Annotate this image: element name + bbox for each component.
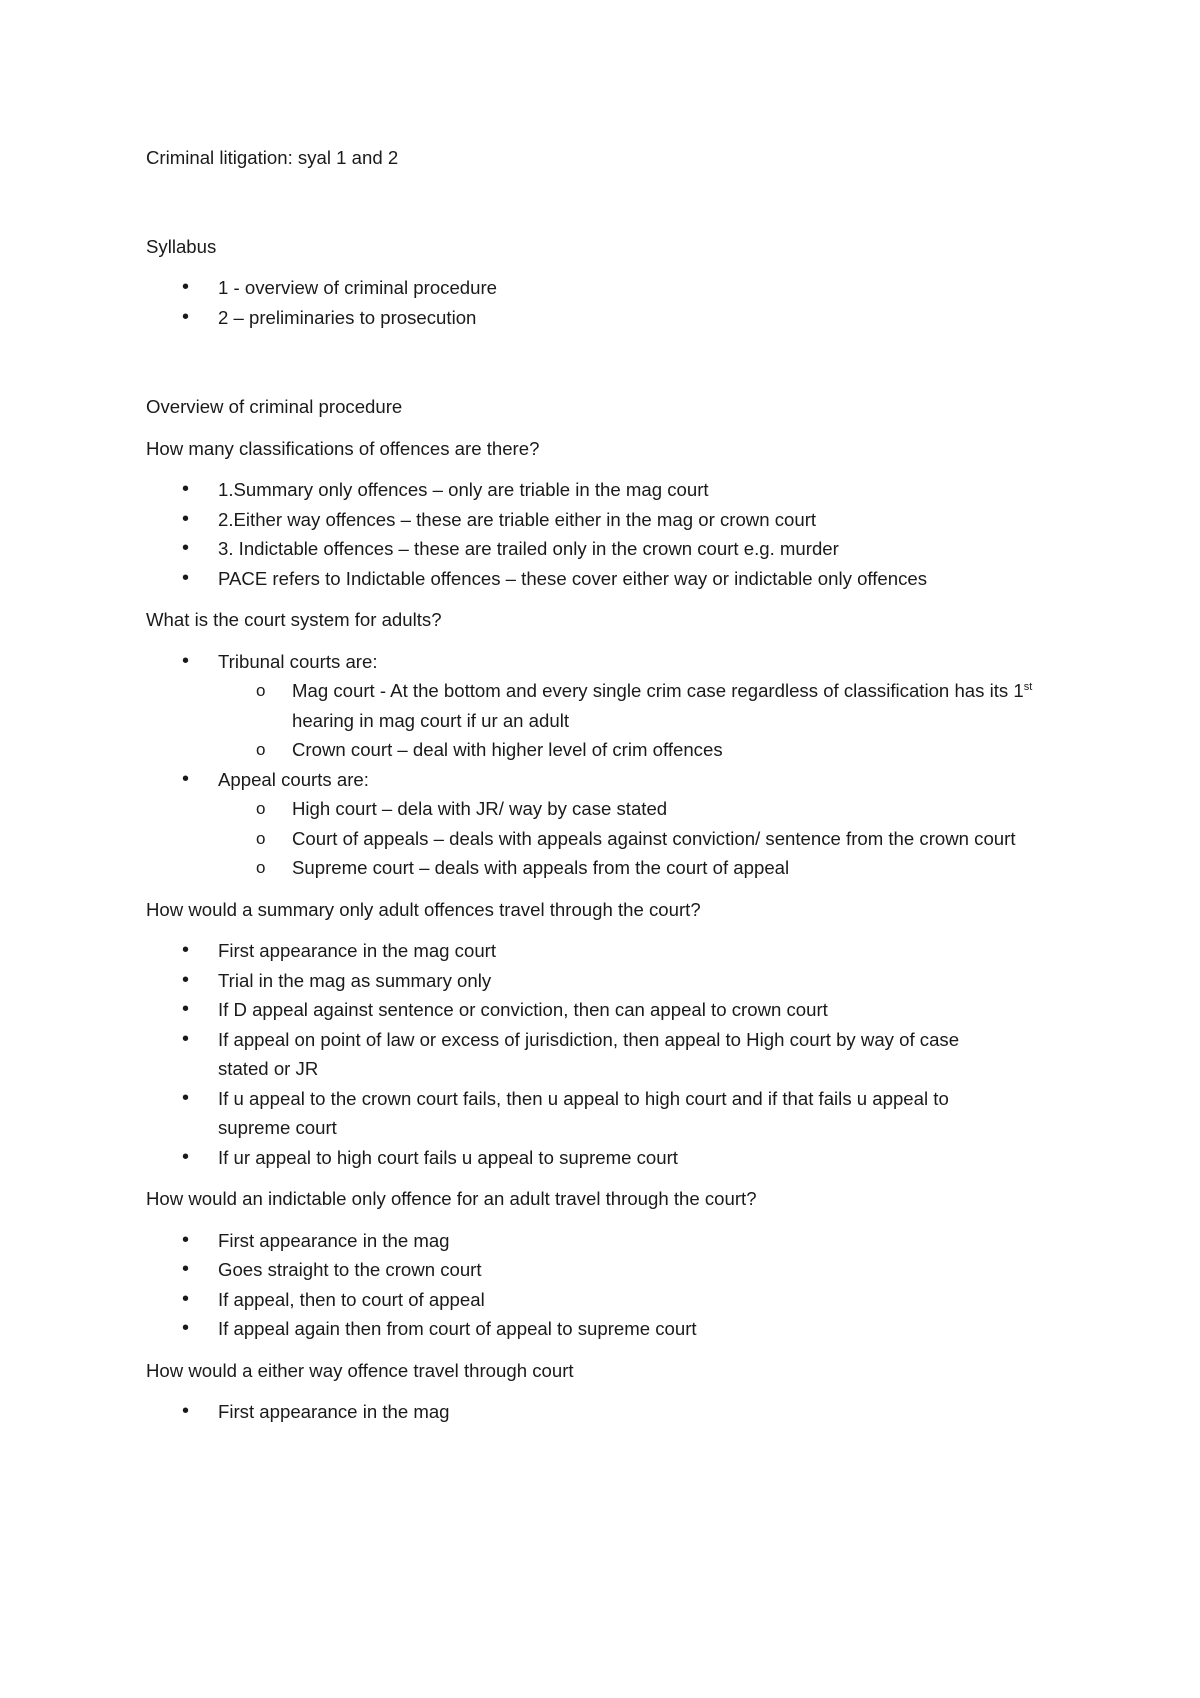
appeal-sublist: [146, 794, 1076, 883]
list-item: • If appeal, then to court of appeal: [146, 1285, 1076, 1315]
sub-list-item: o High court – dela with JR/ way by case stated: [146, 794, 1076, 824]
either-way-travel-list: [146, 1397, 1076, 1427]
tribunal-sublist: [146, 676, 1076, 765]
mag-court-text-end: hearing in mag court if ur an adult: [292, 709, 569, 731]
list-item: • Trial in the mag as summary only: [146, 966, 1076, 996]
superscript-ordinal: st: [1023, 680, 1033, 693]
list-item: • 1 - overview of criminal procedure: [146, 273, 1076, 303]
list-item: • First appearance in the mag court: [146, 936, 1076, 966]
list-item: • First appearance in the mag: [146, 1226, 1076, 1256]
list-item: • If appeal on point of law or excess of jurisdiction, then appeal to High court by way of case stated or JR: [146, 1025, 1008, 1084]
sub-list-item: o Court of appeals – deals with appeals against conviction/ sentence from the crown court: [146, 824, 1072, 854]
list-item: • 2 – preliminaries to prosecution: [146, 303, 1076, 333]
list-item: • 3. Indictable offences – these are trailed only in the crown court e.g. murder: [146, 534, 1076, 564]
question-classifications: How many classifications of offences are there?: [146, 437, 540, 459]
question-indictable-travel: How would an indictable only offence for an adult travel through the court?: [146, 1188, 757, 1209]
court-system-list: [146, 647, 1076, 677]
document-title: Criminal litigation: syal 1 and 2: [146, 147, 399, 168]
section-heading-overview: Overview of criminal procedure: [146, 396, 403, 417]
summary-travel-list: [146, 936, 1076, 1172]
syllabus-heading: Syllabus: [146, 235, 217, 257]
list-item: • PACE refers to Indictable offences – these cover either way or indictable only offences: [146, 564, 1076, 594]
question-either-way-travel: How would a either way offence travel through court: [146, 1359, 574, 1381]
list-item: [146, 647, 1076, 677]
tribunal-label: Tribunal courts are:: [218, 650, 378, 672]
mag-court-text: Mag court - At the bottom and every single crim case regardless of classification has its 1: [292, 680, 1024, 701]
document-page: [146, 143, 1076, 1427]
sub-list-item: o Supreme court – deals with appeals from the court of appeal: [146, 853, 1076, 883]
syllabus-list: [146, 273, 1076, 332]
appeal-list: [146, 765, 1076, 795]
list-item: • If ur appeal to high court fails u appeal to supreme court: [146, 1143, 1076, 1173]
question-summary-travel: How would a summary only adult offences travel through the court?: [146, 898, 701, 920]
list-item: • If u appeal to the crown court fails, then u appeal to high court and if that fails u appeal to supreme court: [146, 1084, 1008, 1143]
list-item: • 1.Summary only offences – only are triable in the mag court: [146, 475, 1076, 505]
classifications-list: [146, 475, 1076, 593]
list-item: • 2.Either way offences – these are triable either in the mag or crown court: [146, 505, 1076, 535]
list-item: • Appeal courts are:: [146, 765, 1076, 795]
list-item: • If D appeal against sentence or conviction, then can appeal to crown court: [146, 995, 1076, 1025]
sub-list-item: o Crown court – deal with higher level of crim offences: [146, 735, 1076, 765]
list-item: • If appeal again then from court of appeal to supreme court: [146, 1314, 1076, 1344]
sub-list-item: [146, 676, 1072, 735]
list-item: • First appearance in the mag: [146, 1397, 1076, 1427]
question-court-system: What is the court system for adults?: [146, 609, 442, 630]
indictable-travel-list: [146, 1226, 1076, 1344]
list-item: • Goes straight to the crown court: [146, 1255, 1076, 1285]
